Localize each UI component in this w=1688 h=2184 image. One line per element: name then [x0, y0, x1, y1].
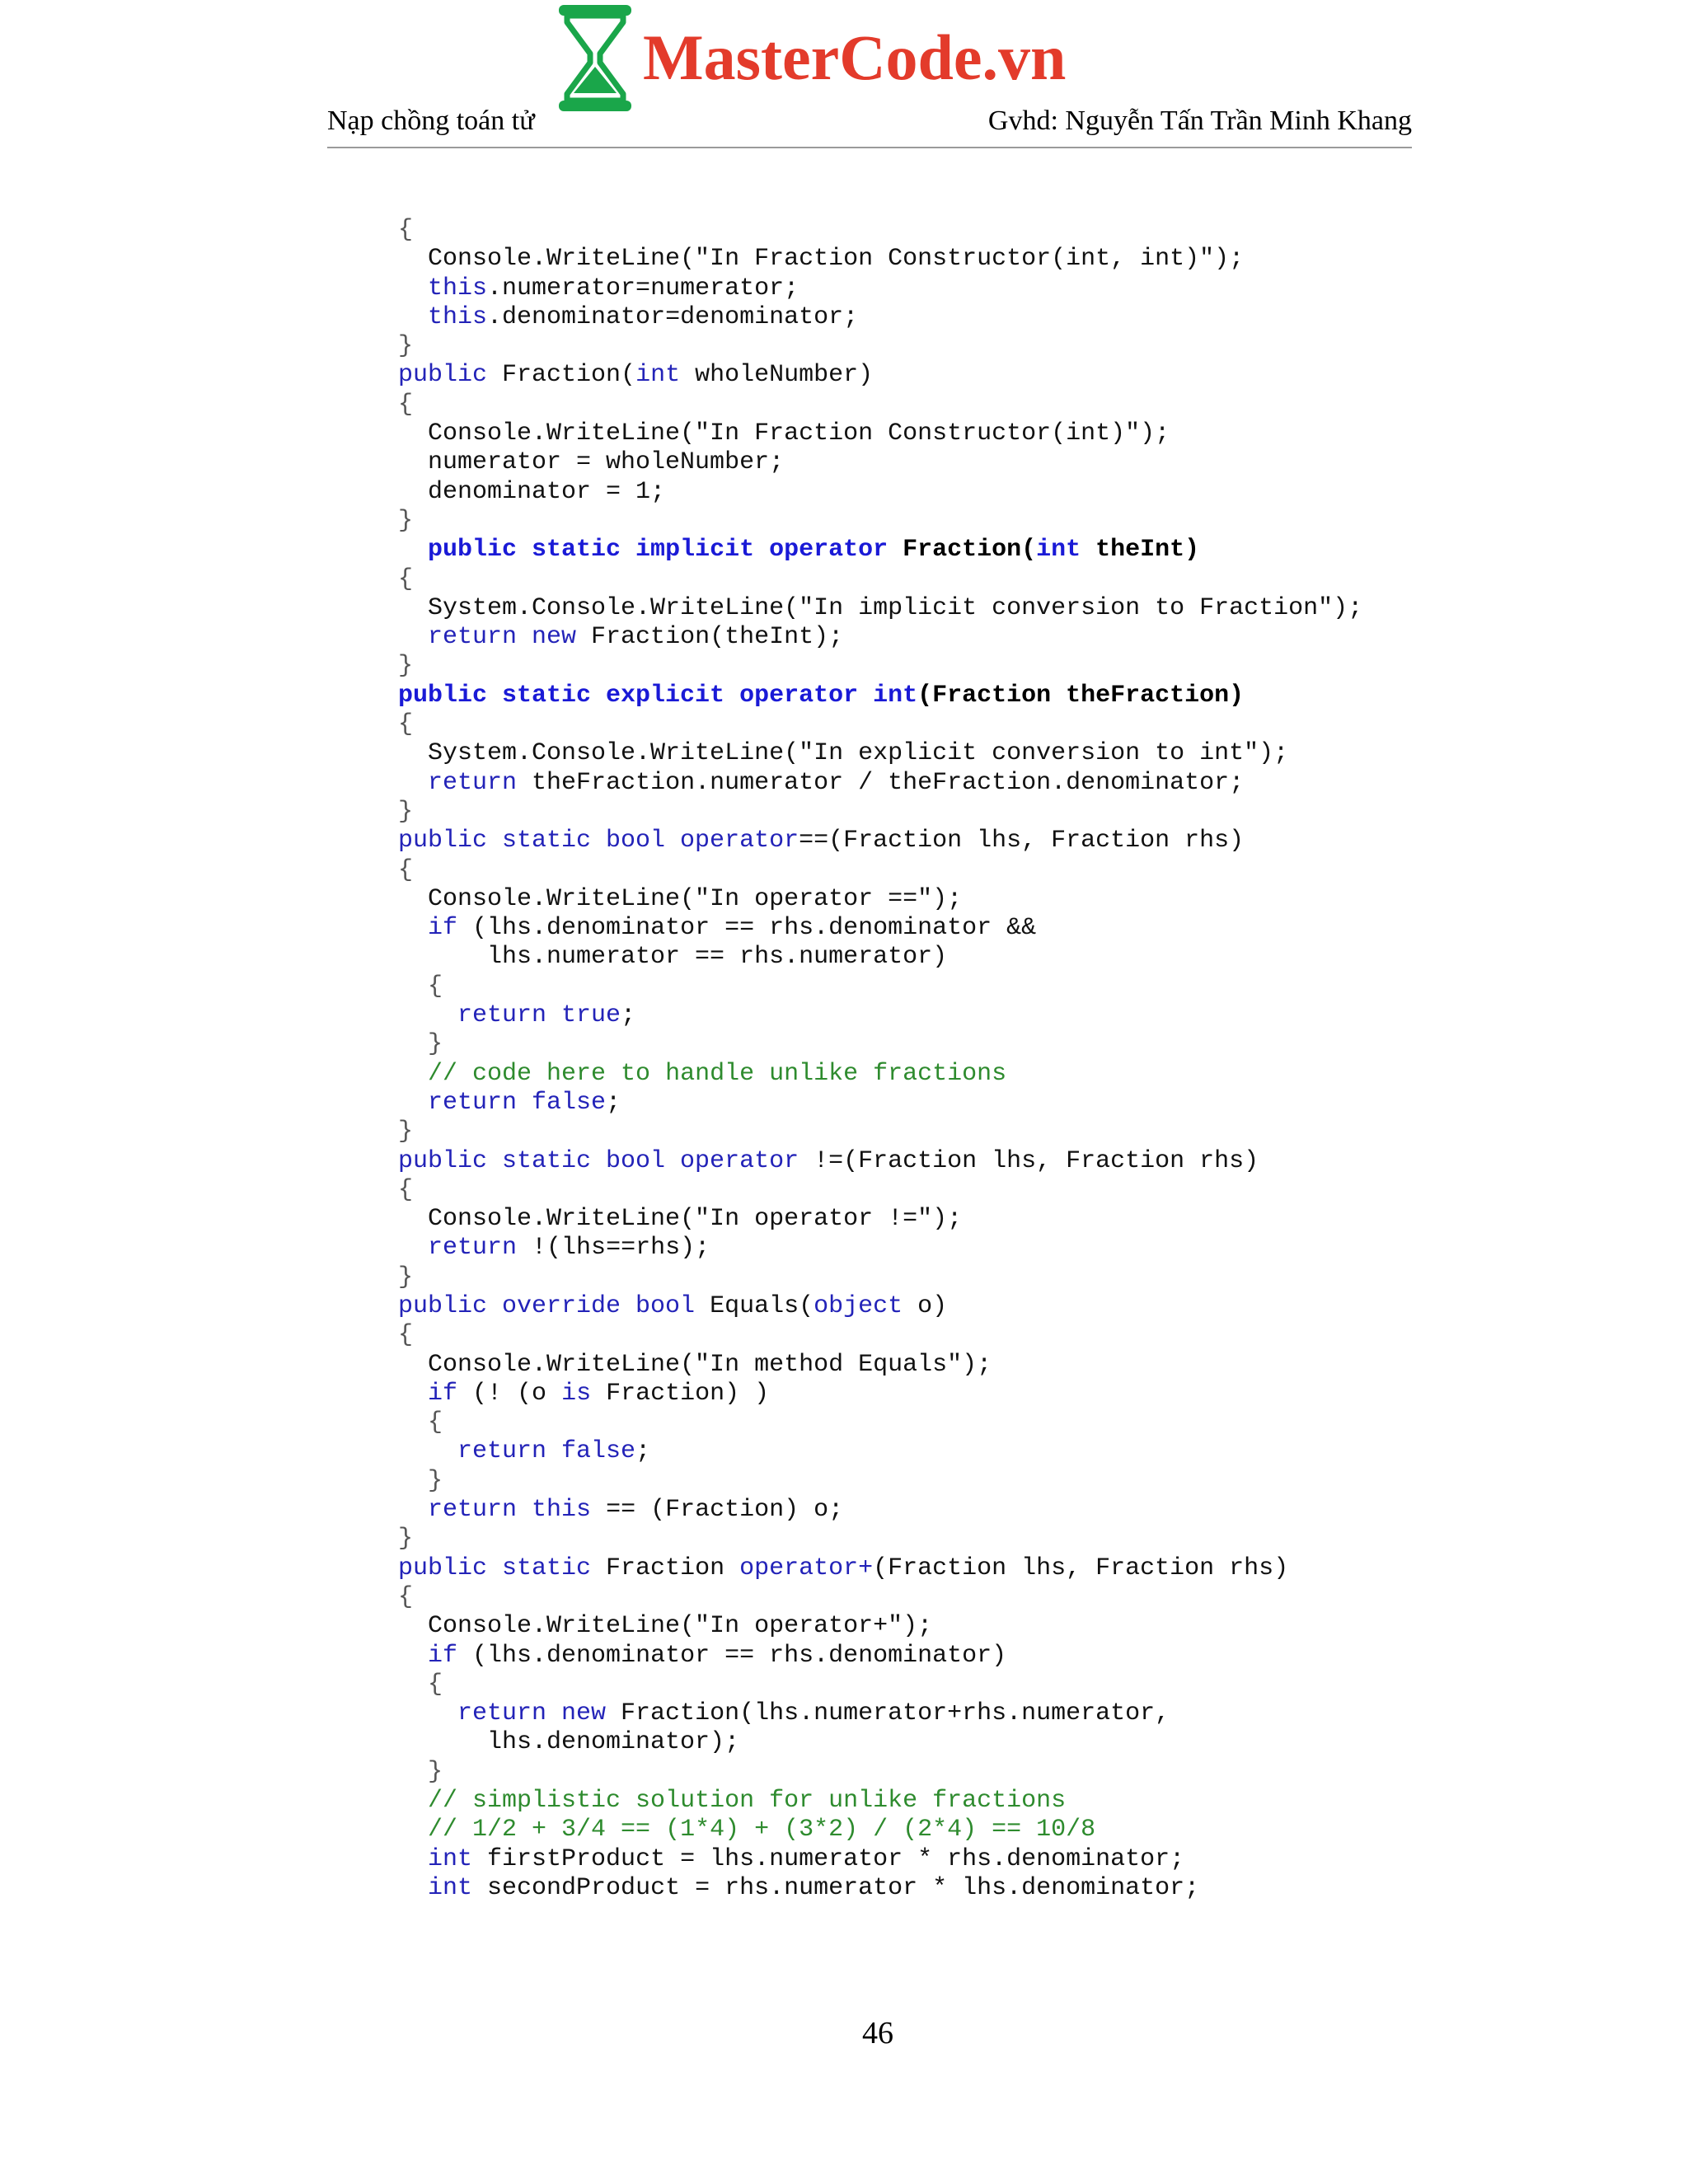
code-token: { [398, 216, 414, 244]
code-token: denominator = 1; [398, 477, 666, 506]
code-token: (! (o [457, 1379, 562, 1408]
code-token: == (Fraction) o; [591, 1496, 844, 1525]
code-token: Console.WriteLine("In operator !="); [398, 1205, 963, 1234]
code-line [398, 507, 1362, 536]
code-token: // code here to handle unlike fractions [428, 1059, 1007, 1088]
code-line [398, 1380, 1362, 1408]
code-line [398, 1612, 1362, 1641]
code-line [398, 361, 1362, 390]
code-token: (Fraction theFraction) [917, 681, 1245, 710]
code-token: !(lhs==rhs); [517, 1234, 710, 1263]
code-token: ==(Fraction lhs, Fraction rhs) [799, 827, 1245, 855]
code-token: Console.WriteLine("In Fraction Constructor(int, int)"); [398, 245, 1245, 274]
header-instructor: Gvhd: Nguyễn Tấn Trần Minh Khang [987, 105, 1412, 136]
code-line [398, 798, 1362, 827]
code-line [398, 1525, 1362, 1554]
code-line [398, 623, 1362, 652]
code-token [398, 1816, 428, 1844]
code-token: wholeNumber) [680, 361, 874, 390]
code-line [398, 332, 1362, 361]
code-token: secondProduct = rhs.numerator * lhs.denominator; [472, 1873, 1200, 1902]
code-token: { [398, 1321, 414, 1350]
code-line [398, 885, 1362, 914]
code-token: int [635, 361, 681, 390]
code-token: Fraction) ) [591, 1379, 770, 1408]
code-token: public static bool operator [398, 827, 799, 855]
logo-text: MasterCode.vn [643, 21, 1067, 93]
code-token [398, 1001, 457, 1029]
code-line [398, 565, 1362, 594]
code-line [398, 972, 1362, 1001]
code-token: object [814, 1291, 903, 1320]
code-token: ; [635, 1437, 651, 1466]
code-token: } [398, 332, 414, 361]
code-token: public static [398, 1554, 592, 1582]
code-line [398, 710, 1362, 739]
code-token: Console.WriteLine("In method Equals"); [398, 1350, 992, 1379]
code-line [398, 536, 1362, 565]
header-topic: Nạp chồng toán tử [327, 105, 535, 136]
code-token: { [398, 565, 414, 593]
code-line [398, 1234, 1362, 1263]
code-token: { [398, 1175, 414, 1204]
code-token: int [428, 1844, 473, 1873]
code-token: return false [428, 1088, 607, 1117]
code-token [398, 1496, 428, 1524]
code-token: } [398, 1263, 414, 1291]
code-token: return new [457, 1699, 607, 1728]
code-line [398, 1437, 1362, 1466]
code-line [398, 419, 1362, 448]
code-line [398, 652, 1362, 681]
code-token [398, 1380, 428, 1408]
code-token: { [398, 1670, 443, 1699]
page-header [0, 0, 1688, 165]
code-token: } [398, 1525, 414, 1554]
code-token: return this [428, 1496, 592, 1525]
code-token: firstProduct = lhs.numerator * rhs.denominator; [472, 1844, 1185, 1873]
code-token: theFraction.numerator / theFraction.denominator; [517, 768, 1245, 797]
code-token [398, 536, 428, 564]
code-token: if [428, 914, 458, 943]
code-token: } [398, 797, 414, 826]
code-token: (lhs.denominator == rhs.denominator) [457, 1641, 1007, 1670]
code-token: Fraction(lhs.numerator+rhs.numerator, [606, 1699, 1170, 1728]
code-token: Fraction [591, 1554, 740, 1582]
code-token: Console.WriteLine("In operator+"); [398, 1612, 933, 1641]
code-token: public static explicit operator int [398, 681, 918, 710]
code-token: Console.WriteLine("In Fraction Constructor(int)"); [398, 419, 1170, 448]
code-line [398, 1554, 1362, 1583]
code-token: numerator = wholeNumber; [398, 448, 785, 477]
header-divider [327, 147, 1412, 148]
code-token: { [398, 710, 414, 739]
code-token: public static implicit operator [428, 536, 889, 565]
code-line [398, 478, 1362, 507]
code-token: // 1/2 + 3/4 == (1*4) + (3*2) / (2*4) == 10/8 [428, 1816, 1096, 1844]
code-line [398, 739, 1362, 768]
code-token: System.Console.WriteLine("In implicit conversion to Fraction"); [398, 593, 1363, 622]
code-line [398, 914, 1362, 943]
code-token: if [428, 1379, 458, 1408]
code-line [398, 1321, 1362, 1350]
page-number: 46 [862, 2016, 893, 2050]
code-line [398, 594, 1362, 623]
code-token [398, 1845, 428, 1873]
code-line [398, 1728, 1362, 1757]
code-token: if [428, 1641, 458, 1670]
code-line [398, 1583, 1362, 1612]
code-token [398, 1874, 428, 1902]
code-line [398, 1642, 1362, 1671]
code-token: { [398, 390, 414, 419]
code-token: is [561, 1379, 592, 1408]
code-token: { [398, 1408, 443, 1437]
code-token: int [1036, 536, 1081, 565]
code-token: System.Console.WriteLine("In explicit conversion to int"); [398, 739, 1289, 768]
code-token [398, 1787, 428, 1815]
code-token: (Fraction lhs, Fraction rhs) [873, 1554, 1289, 1582]
code-line [398, 1292, 1362, 1321]
code-token: Console.WriteLine("In operator =="); [398, 884, 963, 913]
code-token: public [398, 361, 488, 390]
code-line [398, 1263, 1362, 1292]
code-token [398, 274, 428, 302]
code-token: } [398, 1757, 443, 1786]
code-token: this [428, 302, 488, 331]
code-token: Fraction( [487, 361, 636, 390]
code-line [398, 1467, 1362, 1496]
code-token: // simplistic solution for unlike fractions [428, 1787, 1067, 1816]
code-token [398, 303, 428, 331]
code-line [398, 1816, 1362, 1844]
code-line [398, 1176, 1362, 1205]
code-line [398, 1671, 1362, 1699]
code-line [398, 1408, 1362, 1437]
code-token: return [428, 1234, 518, 1263]
code-line [398, 1030, 1362, 1059]
code-line [398, 856, 1362, 885]
code-token: this [428, 274, 488, 302]
code-line [398, 216, 1362, 245]
code-token: .denominator=denominator; [487, 302, 859, 331]
code-token: theInt) [1081, 536, 1200, 565]
code-line [398, 1758, 1362, 1787]
code-line [398, 1496, 1362, 1525]
code-token: .numerator=numerator; [487, 274, 799, 302]
code-token [398, 1089, 428, 1117]
code-token: Fraction( [888, 536, 1037, 565]
code-line [398, 1351, 1362, 1380]
code-line [398, 769, 1362, 798]
code-token: return false [457, 1437, 636, 1466]
code-token [398, 914, 428, 942]
code-token: public static bool operator [398, 1146, 799, 1175]
code-token: Fraction(theInt); [576, 623, 844, 652]
code-token [398, 1060, 428, 1088]
code-token: } [398, 1118, 414, 1146]
code-token: (lhs.denominator == rhs.denominator && [457, 914, 1037, 943]
code-token: ; [606, 1088, 621, 1117]
code-token [398, 1234, 428, 1262]
hourglass-logo-icon [554, 2, 636, 114]
code-line [398, 1060, 1362, 1089]
code-token: !=(Fraction lhs, Fraction rhs) [799, 1146, 1259, 1175]
code-line [398, 303, 1362, 332]
code-line [398, 245, 1362, 274]
code-token [398, 1437, 457, 1465]
code-token [398, 1642, 428, 1670]
code-token: ; [621, 1001, 636, 1030]
code-token: { [398, 972, 443, 1001]
code-token [398, 1699, 457, 1727]
code-line [398, 943, 1362, 972]
code-line [398, 827, 1362, 855]
code-line [398, 1089, 1362, 1118]
code-line [398, 1874, 1362, 1903]
code-token: Equals( [695, 1291, 814, 1320]
code-token [398, 769, 428, 797]
code-token: } [398, 506, 414, 535]
code-token: operator+ [739, 1554, 874, 1582]
code-token: o) [903, 1291, 948, 1320]
code-token: { [398, 855, 414, 884]
code-line [398, 1845, 1362, 1874]
code-token: lhs.numerator == rhs.numerator) [398, 943, 948, 972]
code-token: int [428, 1873, 473, 1902]
code-line [398, 1147, 1362, 1176]
code-line [398, 448, 1362, 477]
code-token [398, 623, 428, 651]
code-token: } [398, 1466, 443, 1495]
code-line [398, 1118, 1362, 1146]
code-line [398, 391, 1362, 419]
code-token: } [398, 1030, 443, 1059]
code-token: lhs.denominator); [398, 1728, 740, 1757]
code-line [398, 274, 1362, 303]
code-token: } [398, 652, 414, 681]
code-token: public override bool [398, 1291, 696, 1320]
code-line [398, 682, 1362, 710]
code-line [398, 1001, 1362, 1030]
code-token: return [428, 768, 518, 797]
code-token: return true [457, 1001, 621, 1030]
code-line [398, 1699, 1362, 1728]
logo [554, 0, 1066, 115]
code-token: return new [428, 623, 577, 652]
code-listing [398, 216, 1362, 1903]
code-token: { [398, 1582, 414, 1611]
code-line [398, 1205, 1362, 1234]
code-line [398, 1787, 1362, 1816]
